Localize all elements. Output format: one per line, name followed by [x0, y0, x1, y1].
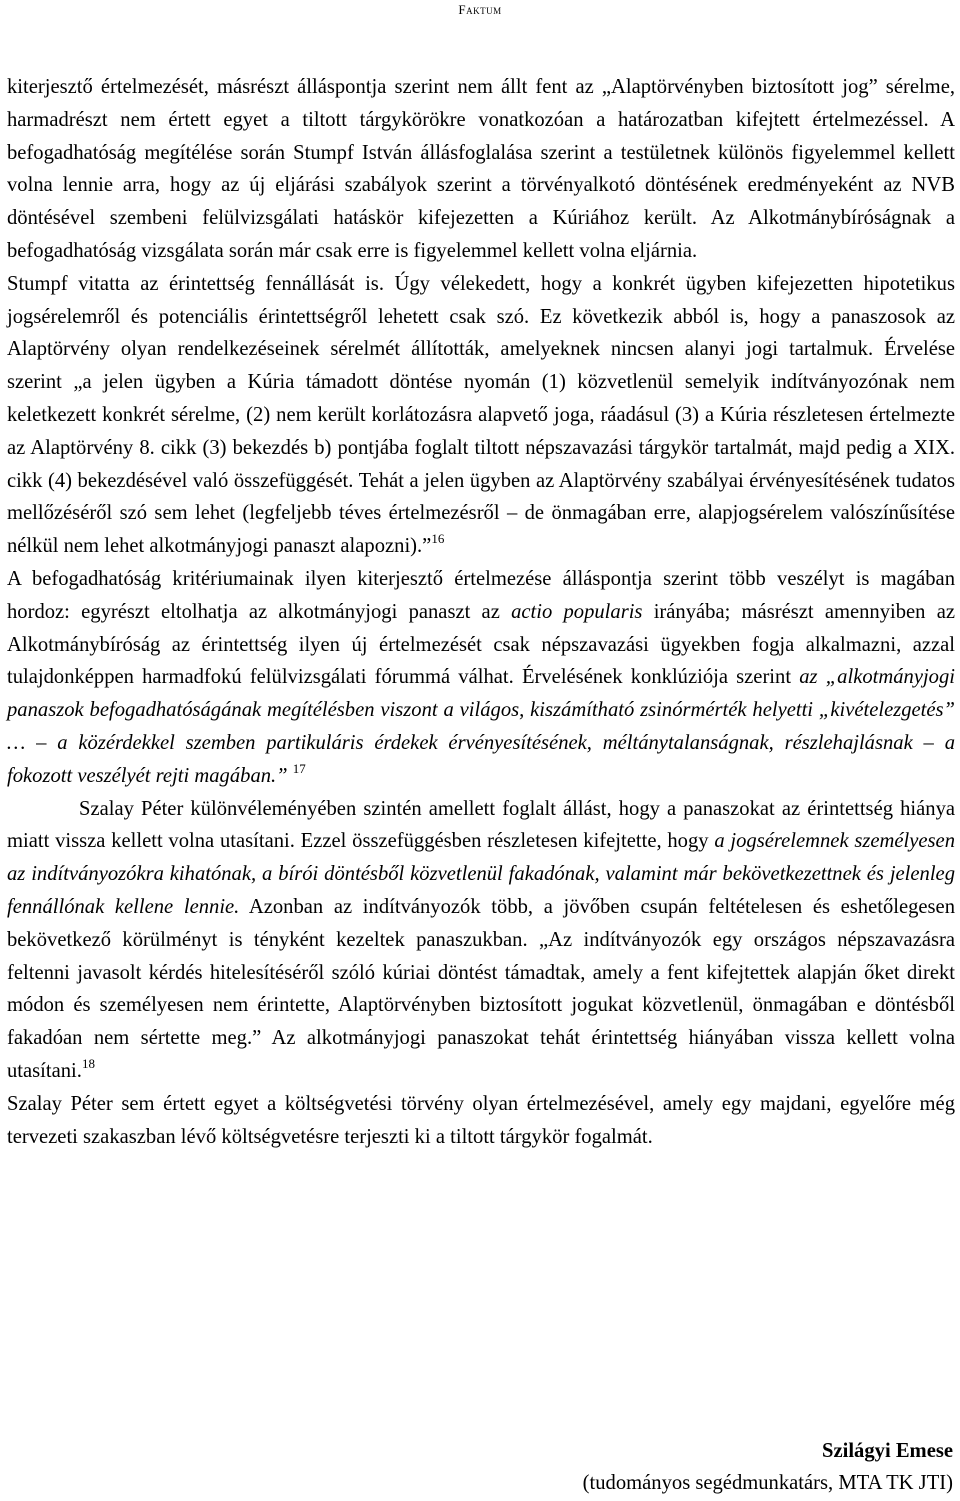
text-run: irányába; másrészt amennyiben az Alkotmánybíróság az érintettség ilyen új értelmezését csak népszavazási ügyekben fogja alkalmazni, azzal tulajdonképpen harmadfokú felülvizsgálati fórummá válhat. Érvelésének konklúziója szerint: [7, 600, 955, 689]
running-header: Faktum: [458, 2, 502, 17]
italic-text: az „alkotmányjogi panaszok befogadhatóságának megítélésben viszont a világos, kiszámítható zsinórmérték helyetti „kivételezgetés” … – a közérdekkel szemben partikuláris érdekek érvényesítésének, méltánytalanságnak, részlehajlásnak – a fokozott veszélyét rejti magában.”: [7, 666, 955, 787]
paragraph: [7, 1088, 955, 1154]
author-name: Szilágyi Emese: [822, 1440, 953, 1462]
article-body: [7, 71, 955, 1153]
footnote-ref: 17: [292, 760, 306, 776]
italic-text: a jogsérelemnek személyesen az indítványozókra kihatónak, a bírói döntésből közvetlenül fakadónak, valamint már bekövetkezettnek és jelenleg fennállónak kellene lennie.: [7, 830, 955, 918]
text-run: A befogadhatóság kritériumainak ilyen kiterjesztő értelmezése álláspontja szerint több veszélyt is magában hordoz: egyrészt eltolhatja az alkotmányjogi panaszt az: [7, 567, 955, 623]
footnote-ref: 18: [81, 1055, 95, 1071]
author-affiliation: (tudományos segédmunkatárs, MTA TK JTI): [582, 1472, 953, 1494]
paragraph: [7, 793, 955, 1088]
italic-text: actio popularis: [511, 600, 643, 623]
text-run: Azonban az indítványozók több, a jövőben csupán feltételesen és eshetőlegesen bekövetkező körülményt is tényként kezeltek panaszukban. „Az indítványozók egy országos népszavazásra feltenni javasolt kérdés hitelesítéséről szóló kúriai döntést támadtak, amely a fent kifejtettek alapján őket direkt módon és személyesen nem érintette, Alaptörvényben biztosított jogukat közvetlenül, önmagában e döntésből fakadóan nem sértette meg.” Az alkotmányjogi panaszokat tehát érintettség hiányában vissza kellett volna utasítani.: [7, 895, 955, 1082]
paragraph: [7, 71, 955, 268]
text-run: kiterjesztő értelmezését, másrészt álláspontja szerint nem állt fent az „Alaptörvényben biztosított jog” sérelme, harmadrészt nem értett egyet a tiltott tárgykörökre vonatkozóan a határozatban kifejtett értelmezéssel. A befogadhatóság megítélése során Stumpf István állásfoglalása szerint a testületnek különös figyelemmel kellett volna lennie arra, hogy az új eljárási szabályok szerint a törvényalkotó döntésének eredményeként az NVB döntésével szembeni felülvizsgálati hatáskör kifejezetten a Kúriához került. Az Alkotmánybíróságnak a befogadhatóság vizsgálata során már csak erre is figyelemmel kellett volna eljárnia.: [7, 76, 955, 262]
paragraph: [7, 563, 955, 793]
footnote-ref: 16: [431, 531, 445, 547]
text-run: Stumpf vitatta az érintettség fennállását is. Úgy vélekedett, hogy a konkrét ügyben kifejezetten hipotetikus jogsérelemről és potenciális érintettségről lehetett csak szó. Ez következik abból is, hogy a panaszosok az Alaptörvény olyan rendelkezéseinek sérelmét állították, amelyeknek nincsen alanyi jogi tartalmuk. Érvelése szerint „a jelen ügyben a Kúria támadott döntése nyomán (1) közvetlenül semelyik indítványozónak nem keletkezett konkrét sérelme, (2) nem került korlátozásra alapvető joga, ráadásul (3) a Kúria részletesen értelmezte az Alaptörvény 8. cikk (3) bekezdés b) pontjába foglalt tiltott népszavazási tárgykör tartalmát, majd pedig a XIX. cikk (4) bekezdésével való összefüggését. Tehát a jelen ügyben az Alaptörvény szabályai érvényesítésének tudatos mellőzéséről szó sem lehet (legfeljebb téves értelmezésről – de önmagában erre, alapjogsérelem valószínűsítése nélkül nem lehet alkotmányjogi panaszt alapozni).”: [7, 272, 955, 558]
text-run: Szalay Péter sem értett egyet a költségvetési törvény olyan értelmezésével, amely egy majdani, egyelőre még tervezeti szakaszban lévő költségvetésre terjeszti ki a tiltott tárgykör fogalmát.: [7, 1092, 955, 1148]
paragraph: [7, 268, 955, 563]
text-run: Szalay Péter különvéleményében szintén amellett foglalt állást, hogy a panaszokat az érintettség hiánya miatt vissza kellett volna utasítani. Ezzel összefüggésben részletesen kifejtette, hogy: [7, 797, 955, 853]
